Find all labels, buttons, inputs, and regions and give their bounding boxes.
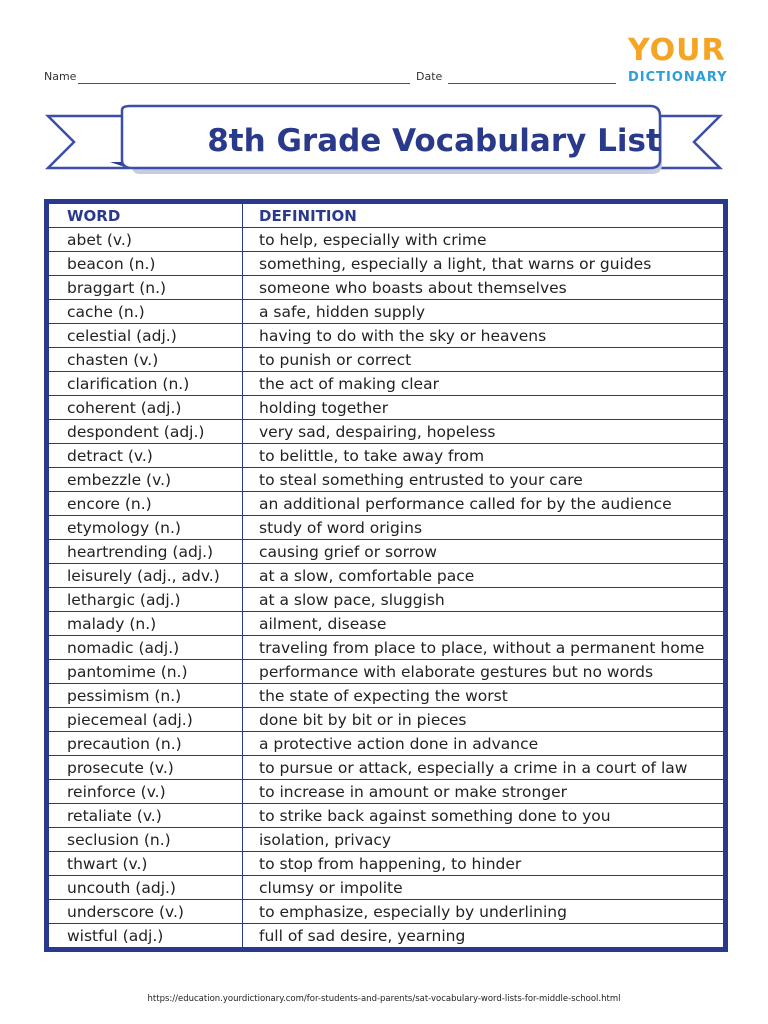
vocab-definition: to strike back against something done to you [243, 804, 724, 828]
vocab-word: clarification (n.) [49, 372, 243, 396]
vocab-definition: someone who boasts about themselves [243, 276, 724, 300]
vocab-definition: isolation, privacy [243, 828, 724, 852]
column-header-word: WORD [49, 204, 243, 228]
vocab-definition: ailment, disease [243, 612, 724, 636]
name-date-row [44, 70, 616, 90]
column-header-definition: DEFINITION [243, 204, 724, 228]
vocab-definition: to pursue or attack, especially a crime in a court of law [243, 756, 724, 780]
table-row [49, 348, 724, 372]
vocab-definition: at a slow, comfortable pace [243, 564, 724, 588]
vocab-definition: to belittle, to take away from [243, 444, 724, 468]
table-row [49, 276, 724, 300]
vocab-definition: holding together [243, 396, 724, 420]
vocab-definition: the state of expecting the worst [243, 684, 724, 708]
vocab-word: leisurely (adj., adv.) [49, 564, 243, 588]
vocab-word: uncouth (adj.) [49, 876, 243, 900]
vocab-word: seclusion (n.) [49, 828, 243, 852]
table-row [49, 612, 724, 636]
vocab-definition: very sad, despairing, hopeless [243, 420, 724, 444]
vocab-word: malady (n.) [49, 612, 243, 636]
table-row [49, 396, 724, 420]
table-row [49, 252, 724, 276]
vocab-definition: to stop from happening, to hinder [243, 852, 724, 876]
vocab-word: encore (n.) [49, 492, 243, 516]
vocab-word: cache (n.) [49, 300, 243, 324]
vocab-word: despondent (adj.) [49, 420, 243, 444]
vocab-word: reinforce (v.) [49, 780, 243, 804]
table-row [49, 492, 724, 516]
vocabulary-table [44, 199, 728, 952]
table-header-row [49, 204, 724, 228]
table-row [49, 300, 724, 324]
table-row [49, 564, 724, 588]
table-row [49, 780, 724, 804]
table-row [49, 228, 724, 252]
vocab-word: abet (v.) [49, 228, 243, 252]
vocab-word: pantomime (n.) [49, 660, 243, 684]
yourdictionary-logo [622, 34, 742, 90]
table-row [49, 444, 724, 468]
table-row [49, 732, 724, 756]
vocab-word: heartrending (adj.) [49, 540, 243, 564]
vocab-definition: an additional performance called for by the audience [243, 492, 724, 516]
source-url: https://education.yourdictionary.com/for-students-and-parents/sat-vocabulary-word-lists-for-middle-school.html [147, 994, 621, 1004]
date-label: Date [416, 70, 443, 83]
table-body [49, 228, 724, 948]
vocab-word: beacon (n.) [49, 252, 243, 276]
title-banner [44, 104, 724, 180]
name-label: Name [44, 70, 77, 83]
table-row [49, 900, 724, 924]
vocab-word: nomadic (adj.) [49, 636, 243, 660]
vocab-definition: the act of making clear [243, 372, 724, 396]
vocab-definition: traveling from place to place, without a permanent home [243, 636, 724, 660]
vocab-word: chasten (v.) [49, 348, 243, 372]
vocab-word: braggart (n.) [49, 276, 243, 300]
vocab-definition: a safe, hidden supply [243, 300, 724, 324]
table-row [49, 828, 724, 852]
vocab-definition: full of sad desire, yearning [243, 924, 724, 948]
name-line [78, 83, 410, 84]
vocab-definition: having to do with the sky or heavens [243, 324, 724, 348]
vocab-word: retaliate (v.) [49, 804, 243, 828]
logo-dictionary: DICTIONARY [628, 70, 728, 85]
vocab-word: lethargic (adj.) [49, 588, 243, 612]
vocab-word: underscore (v.) [49, 900, 243, 924]
vocab-definition: clumsy or impolite [243, 876, 724, 900]
table-row [49, 804, 724, 828]
vocab-word: precaution (n.) [49, 732, 243, 756]
vocab-definition: performance with elaborate gestures but no words [243, 660, 724, 684]
vocab-definition: a protective action done in advance [243, 732, 724, 756]
vocab-word: wistful (adj.) [49, 924, 243, 948]
table-row [49, 372, 724, 396]
vocab-word: pessimism (n.) [49, 684, 243, 708]
table-row [49, 324, 724, 348]
vocab-definition: something, especially a light, that warns or guides [243, 252, 724, 276]
vocab-word: etymology (n.) [49, 516, 243, 540]
vocab-word: prosecute (v.) [49, 756, 243, 780]
table-row [49, 924, 724, 948]
table-row [49, 852, 724, 876]
vocab-word: coherent (adj.) [49, 396, 243, 420]
table-row [49, 540, 724, 564]
vocab-definition: study of word origins [243, 516, 724, 540]
vocab-definition: to emphasize, especially by underlining [243, 900, 724, 924]
logo-your: YOUR [628, 33, 726, 68]
table-row [49, 708, 724, 732]
vocab-definition: to help, especially with crime [243, 228, 724, 252]
vocab-definition: to steal something entrusted to your care [243, 468, 724, 492]
vocab-definition: at a slow pace, sluggish [243, 588, 724, 612]
date-line [448, 83, 616, 84]
vocab-word: celestial (adj.) [49, 324, 243, 348]
vocab-definition: to increase in amount or make stronger [243, 780, 724, 804]
table-row [49, 876, 724, 900]
table-row [49, 420, 724, 444]
vocab-word: thwart (v.) [49, 852, 243, 876]
vocab-definition: causing grief or sorrow [243, 540, 724, 564]
table-row [49, 468, 724, 492]
table-row [49, 684, 724, 708]
vocab-word: piecemeal (adj.) [49, 708, 243, 732]
vocab-definition: done bit by bit or in pieces [243, 708, 724, 732]
vocab-definition: to punish or correct [243, 348, 724, 372]
vocab-word: embezzle (v.) [49, 468, 243, 492]
table-row [49, 588, 724, 612]
table-row [49, 516, 724, 540]
table-row [49, 636, 724, 660]
vocab-word: detract (v.) [49, 444, 243, 468]
page-title: 8th Grade Vocabulary List [207, 123, 661, 159]
table-row [49, 756, 724, 780]
table-row [49, 660, 724, 684]
